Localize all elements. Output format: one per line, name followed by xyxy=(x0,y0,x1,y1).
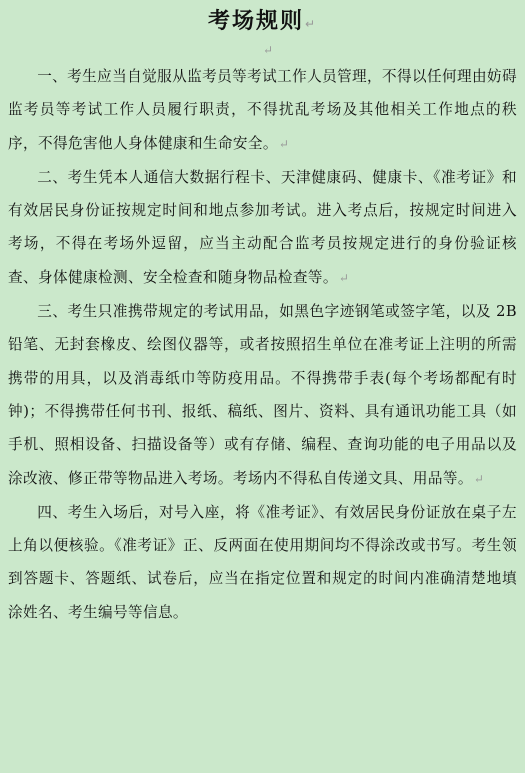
rule-paragraph-2 xyxy=(8,161,517,295)
rule-text-4: 四、考生入场后，对号入座，将《准考证》、有效居民身份证放在桌子左上角以便核验。《准考证》正、反两面在使用期间均不得涂改或书写。考生领到答题卡、答题纸、试卷后，应当在指定位置和规定的时间内准确清楚地填涂姓名、考生编号等信息。 xyxy=(8,503,517,621)
paragraph-mark-icon: ↵ xyxy=(304,17,318,31)
paragraph-mark-icon: ↵ xyxy=(338,270,350,285)
rule-text-1: 一、考生应当自觉服从监考员等考试工作人员管理，不得以任何理由妨碍监考员等考试工作人员履行职责，不得扰乱考场及其他相关工作地点的秩序，不得危害他人身体健康和生命安全。 xyxy=(8,68,517,152)
rule-paragraph-1 xyxy=(8,60,517,161)
rule-text-2: 二、考生凭本人通信大数据行程卡、天津健康码、健康卡、《准考证》和有效居民身份证按规定时间和地点参加考试。进入考点后，按规定时间进入考场，不得在考场外逗留，应当主动配合监考员按规定进行的身份验证核查、身体健康检测、安全检查和随身物品检查等。 xyxy=(8,168,517,286)
document-title xyxy=(8,6,517,38)
rule-paragraph-4 xyxy=(8,496,517,629)
paragraph-mark-icon: ↵ xyxy=(278,136,290,151)
paragraph-mark-icon: ↵ xyxy=(262,43,274,57)
rule-text-3: 三、考生只准携带规定的考试用品，如黑色字迹钢笔或签字笔，以及 2B 铅笔、无封套橡皮、绘图仪器等，或者按照招生单位在准考证上注明的所需携带的用具，以及消毒纸巾等防疫用品。不得携带手表(每个考场都配有时钟)；不得携带任何书刊、报纸、稿纸、图片、资料、具有通讯功能工具（如手机、照相设备、扫描设备等）或有存储、编程、查询功能的电子用品以及涂改液、修正带等物品进入考场。考场内不得私自传递文具、用品等。 xyxy=(8,303,517,487)
paragraph-mark-icon: ↵ xyxy=(473,471,485,486)
rule-paragraph-3 xyxy=(8,295,517,496)
blank-line xyxy=(8,38,517,60)
title-text: 考场规则 xyxy=(207,9,304,34)
